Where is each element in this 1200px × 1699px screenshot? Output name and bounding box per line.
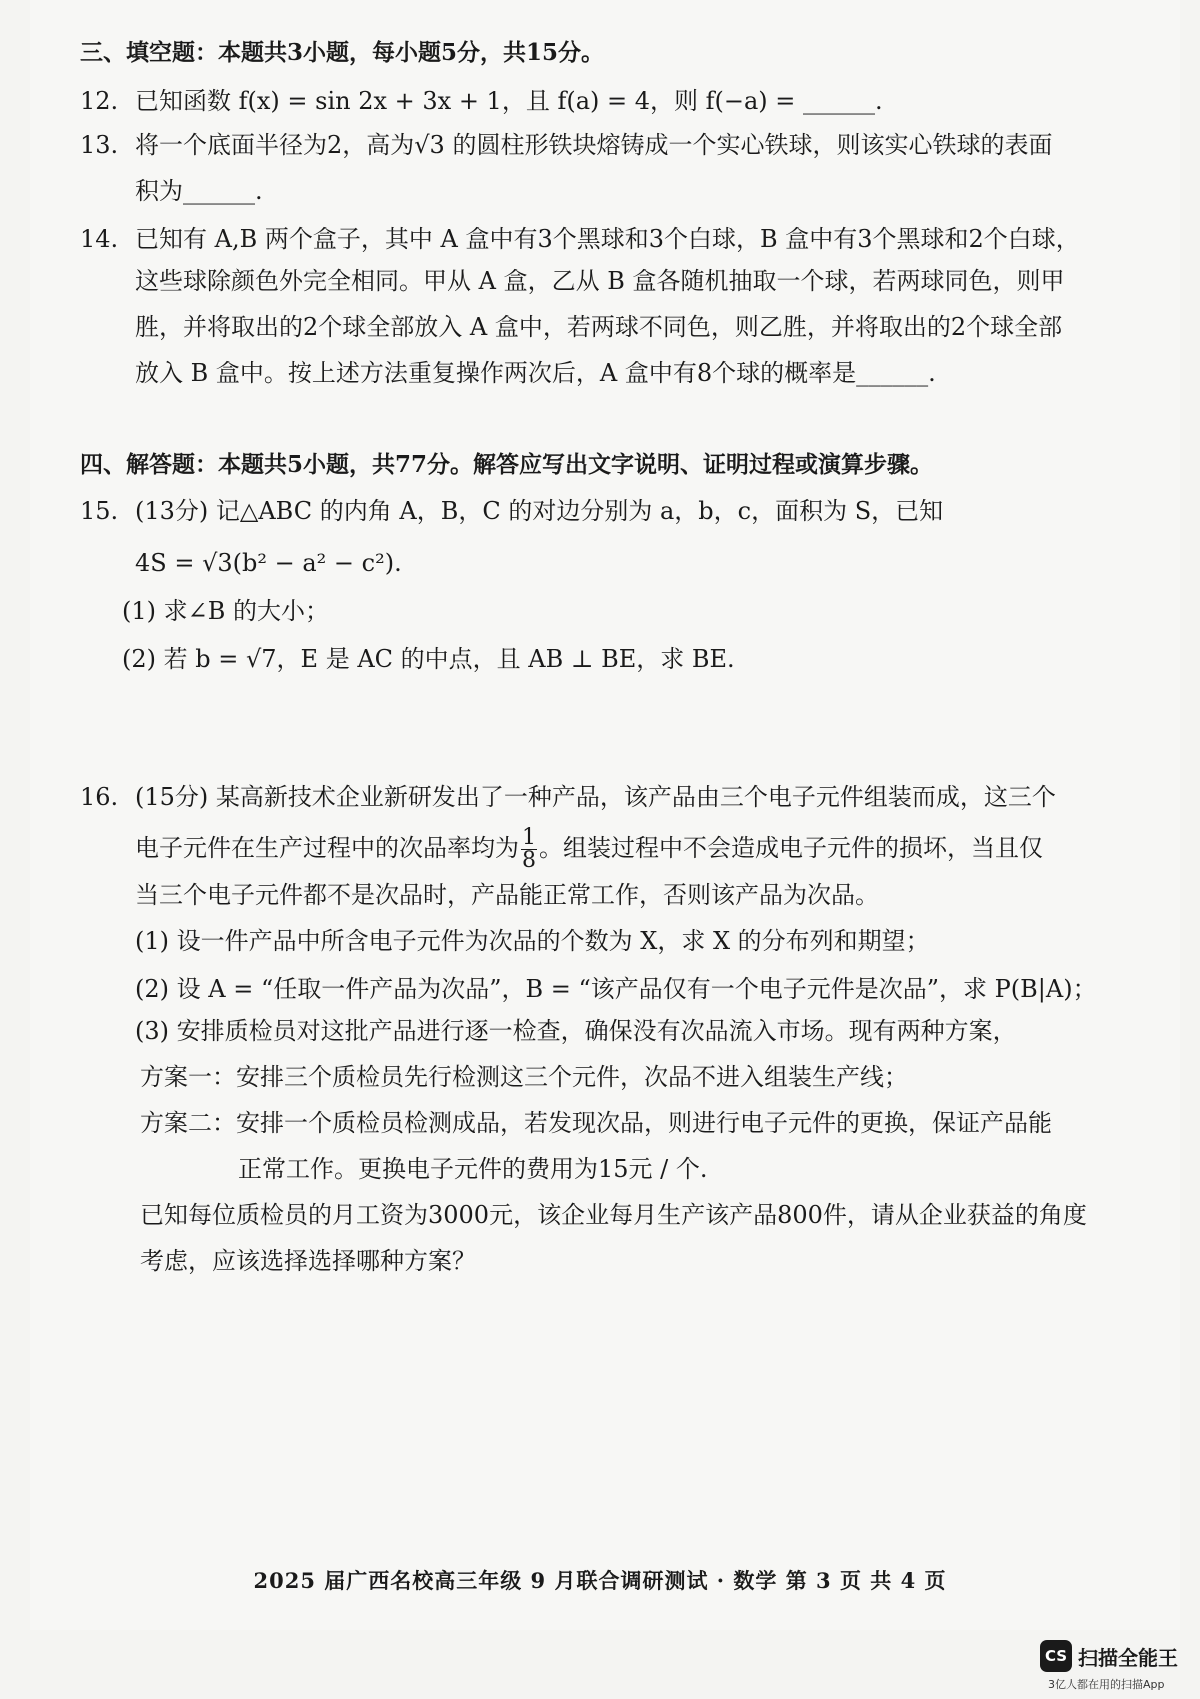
plan-2: 方案二：安排一个质检员检测成品，若发现次品，则进行电子元件的更换，保证产品能 <box>140 1109 1052 1137</box>
fraction-numerator: 1 <box>522 825 536 850</box>
question-number: 12. <box>80 87 119 115</box>
question-15 <box>80 496 943 526</box>
fraction-denominator: 8 <box>522 848 536 873</box>
question-text: 已知有 A,B 两个盒子，其中 A 盒中有3个黑球和3个白球，B 盒中有3个黑球和2个白球， <box>135 225 1080 253</box>
question-16-condition-2: 考虑，应该选择选择哪种方案？ <box>140 1247 476 1275</box>
question-text: 。组装过程中不会造成电子元件的损坏，当且仅 <box>539 834 1043 862</box>
question-16-line-2 <box>135 824 1043 872</box>
question-14-line-4: 放入 B 盒中。按上述方法重复操作两次后，A 盒中有8个球的概率是______. <box>135 359 936 387</box>
watermark-name: 扫描全能王 <box>1078 1646 1178 1670</box>
plan-1: 方案一：安排三个质检员先行检测这三个元件，次品不进入组装生产线； <box>140 1063 908 1091</box>
question-number: 16. <box>80 783 119 811</box>
page-footer: 2025 届广西名校高三年级 9 月联合调研测试 · 数学 第 3 页 共 4 页 <box>253 1568 947 1593</box>
question-text: (15分) 某高新技术企业新研发出了一种产品，该产品由三个电子元件组装而成，这三个 <box>135 783 1056 811</box>
question-text: (13分) 记△ABC 的内角 A，B，C 的对边分别为 a，b，c，面积为 S，已知 <box>135 497 944 525</box>
question-12 <box>80 86 883 116</box>
question-16-part-2: (2) 设 A = “任取一件产品为次品”，B = “该产品仅有一个电子元件是次品”，求 P(B|A)； <box>135 975 1097 1003</box>
section-3-header: 三、填空题：本题共3小题，每小题5分，共15分。 <box>80 39 605 66</box>
question-15-formula: 4S = √3(b² − a² − c²). <box>135 549 402 577</box>
question-16 <box>80 782 1056 812</box>
scanner-watermark <box>1040 1640 1190 1690</box>
question-14-line-2: 这些球除颜色外完全相同。甲从 A 盒，乙从 B 盒各随机抽取一个球，若两球同色，则甲 <box>135 267 1065 295</box>
watermark-tagline: 3亿人都在用的扫描App <box>1048 1678 1165 1691</box>
question-number: 14. <box>80 225 119 253</box>
camscanner-logo-icon: CS <box>1040 1640 1072 1672</box>
question-text: 电子元件在生产过程中的次品率均为 <box>135 834 519 862</box>
question-16-condition: 已知每位质检员的月工资为3000元，该企业每月生产该产品800件，请从企业获益的角度 <box>140 1201 1087 1229</box>
question-13 <box>80 130 1052 160</box>
question-text: 已知函数 f(x) = sin 2x + 3x + 1，且 f(a) = 4，则 f(−a) = ______. <box>135 87 883 115</box>
question-number: 13. <box>80 131 119 159</box>
question-13-line-2: 积为______. <box>135 177 263 205</box>
question-15-part-2: (2) 若 b = √7，E 是 AC 的中点，且 AB ⊥ BE，求 BE. <box>122 645 735 673</box>
question-16-line-3: 当三个电子元件都不是次品时，产品能正常工作，否则该产品为次品。 <box>135 881 879 909</box>
question-text: 将一个底面半径为2，高为√3 的圆柱形铁块熔铸成一个实心铁球，则该实心铁球的表面 <box>135 131 1053 159</box>
question-14 <box>80 224 1080 254</box>
fraction <box>521 827 537 872</box>
question-15-part-1: (1) 求∠B 的大小； <box>122 597 329 625</box>
section-4-header: 四、解答题：本题共5小题，共77分。解答应写出文字说明、证明过程或演算步骤。 <box>80 451 934 478</box>
question-14-line-3: 胜，并将取出的2个球全部放入 A 盒中，若两球不同色，则乙胜，并将取出的2个球全部 <box>135 313 1063 341</box>
plan-2-continued: 正常工作。更换电子元件的费用为15元 / 个. <box>238 1155 708 1183</box>
question-16-part-1: (1) 设一件产品中所含电子元件为次品的个数为 X，求 X 的分布列和期望； <box>135 927 930 955</box>
question-number: 15. <box>80 497 119 525</box>
question-16-part-3: (3) 安排质检员对这批产品进行逐一检查，确保没有次品流入市场。现有两种方案， <box>135 1017 1017 1045</box>
